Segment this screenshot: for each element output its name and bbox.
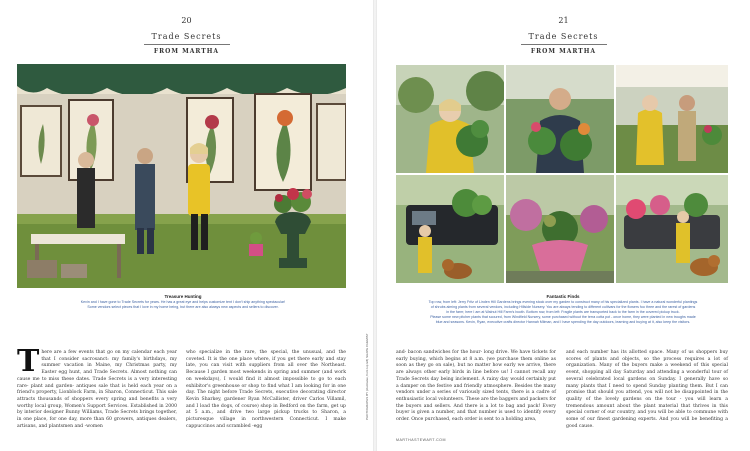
right-photo-caption	[400, 294, 726, 325]
section-header	[377, 32, 750, 55]
drop-cap: T	[17, 344, 40, 379]
header-rule	[521, 44, 607, 45]
column-kicker: Trade Secrets	[151, 32, 222, 41]
body-text: here are a few events that go on my calendar each year that I consider sacrosanct: my family's birthdays, my summer vacation in Maine, my Christmas party, my Easter egg hunt, and Trade Secrets. Almost nothing can cause me to miss these dates. Trade Secrets is a very interesting rare- plant and garden- antiques sale that is held each year on a friend's property, Lionblock Farm, in Sharon, Connecticut. This sale attracts thousands of shoppers every spring and benefits a very worthy local group, Women's Support Services. Established in 2000 by interior designer Bunny Williams, Trade Secrets brings together, in one place, for one day, more than 60 growers, antiques dealers, artisans, and plantsmen and -women	[17, 350, 177, 429]
left-photo-caption	[22, 294, 344, 310]
page-number: 21	[558, 16, 569, 25]
caption-line: Please some new pitcher plants that scoured, from Windfield Nursery, some purchased without the terra cotta pot - once home, they were planted in new troughs made	[430, 315, 696, 319]
body-column-3	[396, 350, 556, 424]
column-subhead: FROM MARTHA	[530, 48, 597, 55]
truck-with-dogs-photo	[616, 175, 728, 283]
page-number: 20	[181, 16, 192, 25]
body-column-2	[186, 350, 346, 430]
caption-title: Fantastic Finds	[546, 294, 580, 299]
body-column-1	[17, 344, 177, 430]
left-page	[0, 0, 373, 451]
caption-line: of shrubs aiming plants from several vendors, including Hillside Nursery. You are always tending to different cultivars for the flowers foo three and the rarest of gardens	[430, 305, 696, 309]
tent-booth-photo	[17, 64, 346, 288]
gardener-with-plants-photo	[506, 65, 614, 173]
caption-line: in the farm; here I am at Walnut Hill Farm's booth. Bottom row, from left: Fragile plants are transported back to the farm in the covered pickup truck.	[446, 310, 680, 314]
footer-url: MARTHASTEWART.COM	[396, 438, 446, 442]
booth-shopping-photo	[616, 65, 728, 173]
caption-line: Kevin and I have gone to Trade Secrets for years. He has a great eye and helps customize tent I don't ship anything spectacular!	[80, 300, 286, 304]
section-header	[0, 32, 373, 55]
caption-title: Treasure Hunting	[164, 294, 202, 299]
body-text: and each number has its allotted space. Many of us shoppers buy scores of plants and objects, so the process requires a lot of organization. Many of the buyers make a weekend of this special event, shopping all day Saturday and attending a wonderful tour of several celebrated local gardens on Sunday. I generally have so many plants that I need to spend Sunday planting them. But I can promise that should you attend, you will not be disappointed in the quality of the lovely gardens on the tour - you will learn a tremendous amount about the plant material that thrives in this special corner of our country, and you will be able to commune with some of our finest gardening experts. And you will be benefiting a good cause.	[566, 350, 728, 429]
column-kicker: Trade Secrets	[528, 32, 599, 41]
photo-credit: PHOTOGRAPHS BY (clockwise, from top left) SHAPE CHEMIST	[365, 333, 369, 420]
body-text: and- bacon sandwiches for the hour- long drive. We have tickets for early buying, which begins at 8 a.m. (we purchase them online as soon as they go on sale), but no matter how early we arrive, there are always other early birds in line before us! I cannot recall any Trade Secrets day being inclement. A rainy day would certainly put a damper on the festive and friendly atmosphere. Besides the many vendors under a series of variously sized tents, there is a cadre of enthusiastic local volunteers. These are the baggers and packers for the buyers and sellers. And there is a lot to bag and pack! Every buyer is given a number, and that number is used to identify every order. Once purchased, each order is sent to a holding area,	[396, 350, 556, 423]
caption-line: blue and seasons. Kevin, Ryan, executive crafts director Hannah Milman, and I have spending the day outdoors, learning and buying at it, also keep the visitors.	[435, 320, 691, 324]
body-column-4	[566, 350, 728, 430]
body-text: who specialize in the rare, the special, the unusual, and the coveted. It is the one place where, if you get there early and stay late, you can visit with suppliers from all over the Northeast. Because I garden most weekends in spring and summer (and work on weekdays), I would find it almost impossible to go to each exhibitor's greenhouse or shop to find what I am looking for in one day. The night before Trade Secrets, executive decorating director Kevin Sharkey, gardener Ryan McCallister, driver Carlos Villamil, and I load the dogs, of course) shop in Bedford on the farm, get up at 5 a.m., and drive two large pickup trucks to Sharon, a picturesque village in northwestern Connecticut. I make cappuccinos and scrambled -egg	[186, 350, 346, 429]
pink-planter-photo	[506, 175, 614, 283]
column-subhead: FROM MARTHA	[153, 48, 220, 55]
woman-with-plant-photo	[396, 65, 504, 173]
caption-line: Some vendors select pieces that I love in my home being, but there are also always new aspects and sellers to discover.	[87, 305, 279, 309]
caption-line: Top row, from left: Jerry Fritz of Linden Hill Gardens brings evening stock over my garden to construct many of his specialized plants. I have a natural wonderful plantings	[428, 300, 698, 304]
pickup-truck-photo	[396, 175, 504, 283]
header-rule	[144, 44, 230, 45]
